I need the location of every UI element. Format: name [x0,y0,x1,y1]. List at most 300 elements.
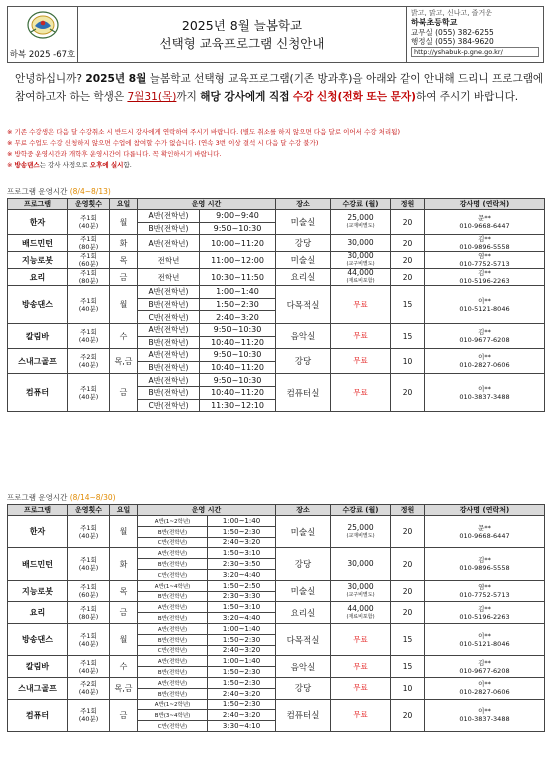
tuition-fee [331,210,391,235]
class-capacity: 20 [391,548,425,580]
session-duration: (40분) [78,688,99,697]
class-capacity: 20 [391,252,425,269]
class-time: 1:50~3:10 [208,548,276,559]
class-group: B반(전학년) [138,634,208,645]
table-row [8,602,545,613]
table-row [8,210,545,223]
class-time: 2:40~3:20 [200,311,276,324]
session-frequency: 주1회 [80,583,97,592]
session-duration: (40분) [78,361,99,370]
fee-note: (교구비별도) [346,592,375,599]
class-location: 음악실 [276,323,331,348]
fee-amount: 25,000 [347,522,374,532]
table-header-row [8,505,545,516]
program-name: 한자 [8,210,68,235]
class-day: 목 [110,252,138,269]
instructor-phone: 010-3837-3488 [459,392,510,401]
instructor-contact [425,349,545,374]
session-frequency: 주1회 [80,296,97,305]
tuition-fee [331,623,391,655]
tuition-fee [331,602,391,624]
class-time: 1:50~3:10 [208,602,276,613]
class-time: 2:30~3:50 [208,559,276,570]
admin-phone: 행정실 (055) 384-9620 [411,37,494,46]
session-count [68,349,110,374]
class-location: 미술실 [276,580,331,602]
program-name: 요리 [8,602,68,624]
class-time: 1:00~1:40 [208,516,276,527]
class-time: 2:40~3:20 [208,710,276,721]
tuition-fee [331,286,391,324]
fee-amount: 30,000 [347,251,374,261]
instructor-phone: 010-9668-6447 [459,222,510,231]
instructor-name: 이** [478,384,491,393]
fee-amount: 무료 [353,710,368,720]
session-frequency: 주1회 [80,604,97,613]
fee-note: (교구비별도) [346,261,375,268]
fee-amount: 무료 [353,331,368,341]
session-frequency: 주1회 [80,658,97,667]
class-time: 2:40~3:20 [208,645,276,656]
class-time: 1:50~2:30 [208,526,276,537]
session-frequency: 주1회 [80,523,97,532]
column-header: 프로그램 [8,505,68,516]
column-header: 요일 [110,505,138,516]
section2-label: 프로그램 운영시간 (8/14~8/30) [7,493,116,502]
session-count [68,699,110,731]
program-name: 지능로봇 [8,252,68,269]
column-header: 운영횟수 [68,199,110,210]
instructor-contact [425,656,545,678]
class-group: A반(전학년) [138,210,200,223]
session-count [68,602,110,624]
instructor-phone: 010-5196-2263 [459,612,510,621]
class-group: A반(전학년) [138,623,208,634]
class-time: 10:40~11:20 [200,386,276,399]
class-group: C반(전학년) [138,311,200,324]
class-location: 다목적실 [276,286,331,324]
instructor-name: 문** [478,214,491,223]
class-day: 수 [110,656,138,678]
class-day: 월 [110,286,138,324]
fee-amount: 30,000 [347,582,374,592]
class-location: 강당 [276,349,331,374]
instructor-contact [425,580,545,602]
fee-amount: 무료 [353,634,368,644]
session-duration: (40분) [78,666,99,675]
school-emblem-icon [26,10,60,40]
program-name: 한자 [8,516,68,548]
program-name: 스내그골프 [8,677,68,699]
class-time: 11:00~12:00 [200,252,276,269]
session-duration: (80분) [78,612,99,621]
column-header: 운영횟수 [68,505,110,516]
class-time: 10:40~11:20 [200,361,276,374]
instructor-contact [425,548,545,580]
tuition-fee [331,349,391,374]
session-count [68,269,110,286]
class-group: B반(3~4학년) [138,710,208,721]
session-count [68,516,110,548]
tuition-fee [331,323,391,348]
class-location: 음악실 [276,656,331,678]
session-count [68,623,110,655]
session-count [68,252,110,269]
session-frequency: 주1회 [80,631,97,640]
session-duration: (60분) [78,260,99,269]
class-capacity: 15 [391,323,425,348]
class-group: A반(1~2학년) [138,699,208,710]
fee-note: (교재비별도) [346,223,375,230]
tuition-fee [331,252,391,269]
instructor-phone: 010-2827-0606 [459,688,510,697]
instructor-name: 이** [478,631,491,640]
class-location: 강당 [276,235,331,252]
class-time: 11:30~12:10 [200,399,276,412]
session-duration: (80분) [78,277,99,286]
class-location: 요리실 [276,269,331,286]
column-header: 수강료 (월) [331,505,391,516]
class-day: 화 [110,235,138,252]
session-duration: (40분) [78,639,99,648]
table-row [8,235,545,252]
instructor-contact [425,235,545,252]
class-time: 1:50~2:30 [208,677,276,688]
class-time: 9:50~10:30 [200,222,276,235]
class-time: 1:50~2:30 [208,667,276,678]
program-name: 방송댄스 [8,286,68,324]
instructor-name: 이** [478,353,491,362]
instructor-phone: 010-9896-5558 [459,564,510,573]
session-frequency: 주1회 [80,328,97,337]
fee-amount: 무료 [353,661,368,671]
program-name: 컴퓨터 [8,374,68,412]
class-time: 10:40~11:20 [200,336,276,349]
session-duration: (40분) [78,564,99,573]
class-group: B반(전학년) [138,667,208,678]
session-duration: (60분) [78,591,99,600]
class-time: 3:30~4:10 [208,721,276,732]
class-capacity: 20 [391,602,425,624]
class-time: 1:50~2:30 [208,699,276,710]
session-frequency: 주2회 [80,680,97,689]
session-duration: (80분) [78,243,99,252]
intro-paragraph: 안녕하십니까? 2025년 8월 늘봄학교 선택형 교육프로그램(기존 방과후)을 아래와 같이 안내해 드리니 프로그램에 참여하고자 하는 학생은 7월31(목)까지 해당 강사에게 직접 수강 신청(전화 또는 문자)하여 주시기 바랍니다. [15,73,544,103]
session-duration: (40분) [78,715,99,724]
fee-amount: 무료 [353,387,368,397]
column-header: 운영 시간 [138,505,276,516]
tuition-fee [331,677,391,699]
fee-amount: 30,000 [347,559,374,569]
class-time: 2:40~3:20 [208,688,276,699]
instructor-name: 문** [478,523,491,532]
class-time: 1:00~1:40 [208,623,276,634]
session-count [68,374,110,412]
document-title-line1: 2025년 8월 늘봄학교 [181,17,303,33]
instructor-name: 이** [478,707,491,716]
table-row [8,623,545,634]
class-day: 월 [110,516,138,548]
column-header: 강사명 (연락처) [425,199,545,210]
table-row [8,323,545,336]
fee-amount: 무료 [353,683,368,693]
instructor-contact [425,269,545,286]
notice-item: ※ 무료 수업도 수강 신청하지 않으면 수업에 참여할 수가 없습니다. (연속 3번 이상 결석 시 다음 달 수강 불가) [7,139,319,147]
header-title-box [78,7,407,62]
instructor-phone: 010-9677-6208 [459,666,510,675]
class-group: A반(1~4학년) [138,580,208,591]
session-count [68,235,110,252]
column-header: 강사명 (연락처) [425,505,545,516]
instructor-phone: 010-3837-3488 [459,715,510,724]
class-group: C반(전학년) [138,399,200,412]
instructor-phone: 010-5121-8046 [459,639,510,648]
class-time: 9:50~10:30 [200,374,276,387]
table-row [8,286,545,299]
class-day: 월 [110,623,138,655]
class-group: A반(전학년) [138,349,200,362]
class-capacity: 10 [391,677,425,699]
class-group: 전학년 [138,269,200,286]
class-day: 월 [110,210,138,235]
class-group: A반(전학년) [138,374,200,387]
instructor-phone: 010-9668-6447 [459,531,510,540]
class-time: 9:50~10:30 [200,323,276,336]
class-group: B반(전학년) [138,361,200,374]
instructor-contact [425,210,545,235]
class-location: 미술실 [276,516,331,548]
class-location: 컴퓨터실 [276,699,331,731]
class-group: B반(전학년) [138,298,200,311]
fee-amount: 44,000 [347,268,374,278]
instructor-contact [425,323,545,348]
program-name: 컴퓨터 [8,699,68,731]
instructor-contact [425,602,545,624]
fee-amount: 무료 [353,356,368,366]
tuition-fee [331,580,391,602]
class-time: 3:20~4:40 [208,569,276,580]
class-time: 9:50~10:30 [200,349,276,362]
class-capacity: 20 [391,269,425,286]
document-title-line2: 선택형 교육프로그램 신청안내 [159,35,325,51]
table-row [8,349,545,362]
class-day: 화 [110,548,138,580]
session-duration: (40분) [78,531,99,540]
class-location: 강당 [276,548,331,580]
table-row [8,252,545,269]
school-name: 하북초등학교 [411,18,458,27]
session-count [68,656,110,678]
document-header [7,6,544,63]
program-name: 배드민턴 [8,548,68,580]
table-row [8,580,545,591]
class-time: 1:50~2:50 [208,580,276,591]
instructor-name: 염** [478,583,491,592]
class-group: B반(전학년) [138,386,200,399]
fee-note: (재료비포함) [346,613,375,620]
fee-amount: 무료 [353,299,368,309]
instructor-name: 김** [478,658,491,667]
class-day: 수 [110,323,138,348]
program-name: 칼림바 [8,323,68,348]
session-frequency: 주1회 [80,252,97,261]
class-group: C반(전학년) [138,569,208,580]
tuition-fee [331,516,391,548]
class-group: A반(전학년) [138,286,200,299]
class-group: A반(전학년) [138,323,200,336]
table-row [8,269,545,286]
tuition-fee [331,374,391,412]
class-group: B반(전학년) [138,222,200,235]
class-time: 3:20~4:40 [208,613,276,624]
class-time: 2:40~3:20 [208,537,276,548]
table-row [8,548,545,559]
class-capacity: 15 [391,623,425,655]
program-name: 방송댄스 [8,623,68,655]
instructor-name: 염** [478,252,491,261]
session-count [68,677,110,699]
class-group: B반(전학년) [138,336,200,349]
column-header: 정원 [391,505,425,516]
class-group: A반(전학년) [138,548,208,559]
instructor-contact [425,516,545,548]
fee-amount: 25,000 [347,213,374,223]
schedule-table-1 [7,198,545,412]
class-time: 9:00~9:40 [200,210,276,223]
class-time: 1:00~1:40 [200,286,276,299]
class-group: B반(전학년) [138,526,208,537]
school-motto: 밝고, 맑고, 신나고, 즐거운 [411,9,492,17]
class-group: B반(전학년) [138,591,208,602]
class-location: 미술실 [276,210,331,235]
session-count [68,548,110,580]
class-group: A반(전학년) [138,235,200,252]
column-header: 프로그램 [8,199,68,210]
session-count [68,323,110,348]
class-time: 1:00~1:40 [208,656,276,667]
session-frequency: 주1회 [80,556,97,565]
fee-amount: 30,000 [347,238,374,248]
class-day: 목,금 [110,349,138,374]
table-header-row [8,199,545,210]
class-capacity: 20 [391,699,425,731]
table-row [8,516,545,527]
header-emblem-box [8,7,78,62]
session-duration: (40분) [78,304,99,313]
section1-label: 프로그램 운영시간 (8/4~8/13) [7,187,111,196]
document-number: 하복 2025 -67호 [9,50,76,60]
class-group: A반(전학년) [138,656,208,667]
instructor-contact [425,252,545,269]
class-day: 목 [110,580,138,602]
session-duration: (40분) [78,392,99,401]
session-frequency: 주1회 [80,214,97,223]
instructor-name: 김** [478,328,491,337]
column-header: 장소 [276,505,331,516]
class-time: 1:50~2:30 [208,634,276,645]
instructor-name: 김** [478,235,491,244]
session-frequency: 주1회 [80,235,97,244]
class-day: 금 [110,269,138,286]
instructor-phone: 010-7752-5713 [459,260,510,269]
table-row [8,656,545,667]
class-time: 10:30~11:50 [200,269,276,286]
session-frequency: 주2회 [80,353,97,362]
class-group: C반(전학년) [138,721,208,732]
tuition-fee [331,548,391,580]
session-duration: (40분) [78,336,99,345]
class-group: B반(전학년) [138,559,208,570]
table-row [8,677,545,688]
tuition-fee [331,235,391,252]
column-header: 장소 [276,199,331,210]
instructor-phone: 010-5121-8046 [459,304,510,313]
instructor-phone: 010-7752-5713 [459,591,510,600]
session-frequency: 주1회 [80,384,97,393]
class-time: 10:00~11:20 [200,235,276,252]
program-name: 지능로봇 [8,580,68,602]
instructor-name: 김** [478,604,491,613]
instructor-phone: 010-9896-5558 [459,243,510,252]
class-capacity: 15 [391,656,425,678]
fee-note: (교재비별도) [346,532,375,539]
session-duration: (40분) [78,222,99,231]
class-group: B반(전학년) [138,688,208,699]
instructor-contact [425,699,545,731]
class-group: A반(전학년) [138,677,208,688]
column-header: 운영 시간 [138,199,276,210]
column-header: 정원 [391,199,425,210]
class-group: A반(1~2학년) [138,516,208,527]
column-header: 수강료 (월) [331,199,391,210]
class-time: 2:30~3:30 [208,591,276,602]
column-header: 요일 [110,199,138,210]
tuition-fee [331,656,391,678]
class-location: 강당 [276,677,331,699]
program-name: 배드민턴 [8,235,68,252]
program-name: 스내그골프 [8,349,68,374]
class-capacity: 10 [391,349,425,374]
office-phone: 교무실 (055) 382-6255 [411,28,494,37]
class-capacity: 15 [391,286,425,324]
table-row [8,699,545,710]
instructor-contact [425,623,545,655]
instructor-phone: 010-9677-6208 [459,336,510,345]
fee-amount: 44,000 [347,603,374,613]
notice-list [7,127,544,171]
notice-item: ※ 방학중 운영시간과 개학후 운영시간이 다릅니다. 꼭 확인하시기 바랍니다. [7,150,222,158]
instructor-contact [425,286,545,324]
tuition-fee [331,269,391,286]
class-capacity: 20 [391,516,425,548]
session-frequency: 주1회 [80,707,97,716]
instructor-name: 이** [478,296,491,305]
instructor-contact [425,374,545,412]
class-group: 전학년 [138,252,200,269]
class-location: 컴퓨터실 [276,374,331,412]
header-school-info [407,7,543,62]
class-day: 금 [110,699,138,731]
instructor-name: 김** [478,556,491,565]
session-count [68,580,110,602]
class-group: C반(전학년) [138,645,208,656]
class-group: A반(전학년) [138,602,208,613]
class-capacity: 20 [391,210,425,235]
program-name: 칼림바 [8,656,68,678]
class-capacity: 20 [391,580,425,602]
session-count [68,210,110,235]
fee-note: (재료비포함) [346,278,375,285]
